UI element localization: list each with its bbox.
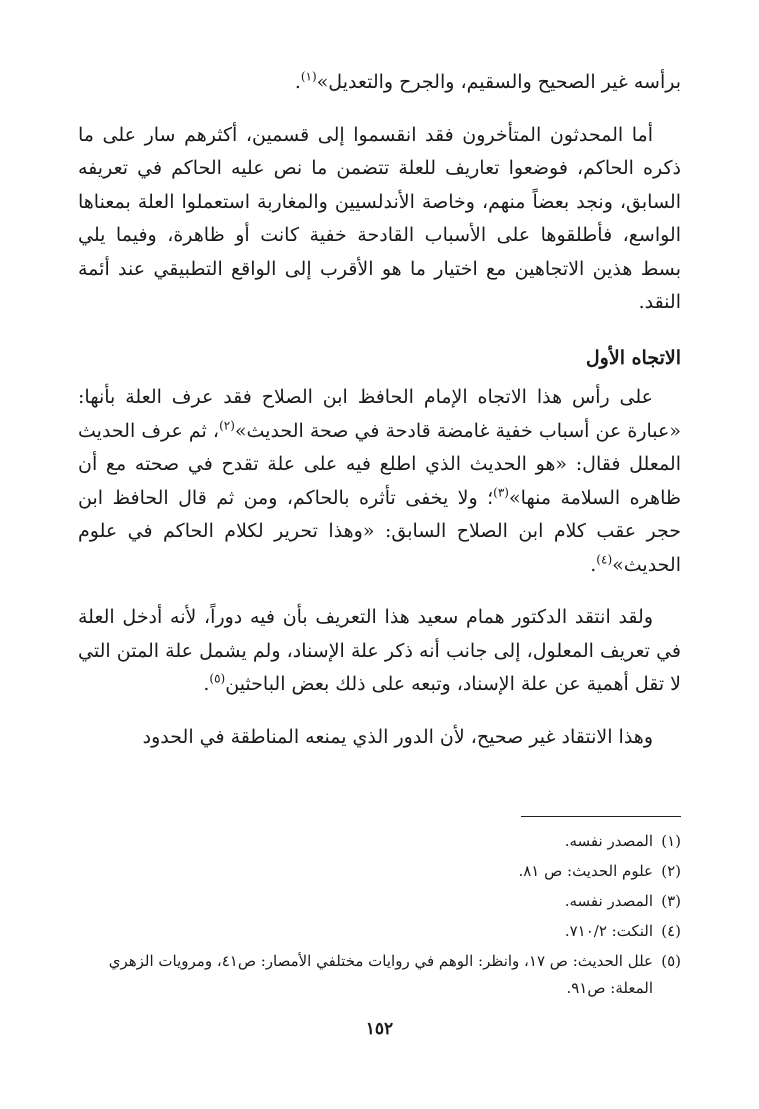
footnote-ref-3[interactable]: (٣) [493,485,509,500]
footnote-number: (٤) [661,922,681,940]
footnote-number: (٢) [661,862,681,880]
footnote-ref-1[interactable]: (١) [300,69,317,84]
paragraph-end: . [590,553,597,576]
footnote-5 [78,946,681,1002]
footnote-1 [78,826,681,856]
footnote-2 [78,856,681,886]
footnote-area [78,0,681,1109]
footnote-ref-5[interactable]: (٥) [209,671,226,686]
footnote-text: علوم الحديث: ص ٨١. [518,862,653,880]
footnote-number: (٣) [661,892,681,910]
footnote-divider [521,816,681,817]
footnote-number: (١) [661,832,681,850]
footnote-text: المصدر نفسه. [564,892,653,910]
footnote-3 [78,886,681,916]
paragraph-text: ؛ ولا يخفى تأثره بالحاكم، ومن ثم قال الحافظ ابن حجر عقب كلام ابن الصلاح السابق: «وهذا تحرير لكلام الحاكم في علوم الحديث» [78,486,681,576]
footnote-text: المصدر نفسه. [564,832,653,850]
paragraph-2: أما المحدثون المتأخرون فقد انقسموا إلى قسمين، أكثرهم سار على ما ذكره الحاكم، فوضعوا تعاريف للعلة تتضمن ما نص عليه الحاكم في تعريفه السابق، ونجد بعضاً منهم، وخاصة الأندلسيين والمغاربة استعملوا العلة بمعناها الواسع، فأطلقوها على الأسباب القادحة خفية كانت أو ظاهرة، وفيما يلي بسط هذين الاتجاهين مع اختيار ما هو الأقرب إلى الواقع التطبيقي عند أئمة النقد. [78,123,681,313]
paragraph-text: ولقد انتقد الدكتور همام سعيد هذا التعريف بأن فيه دوراً، لأنه أدخل العلة في تعريف المعلول، إلى جانب أنه ذكر علة الإسناد، ولم يشمل علة المتن التي لا تقل أهمية عن علة الإسناد، وتبعه على ذلك بعض الباحثين [78,606,681,695]
footnote-text: النكت: ٧١٠/٢. [564,922,653,940]
footnote-text: علل الحديث: ص ١٧، وانظر: الوهم في روايات مختلفي الأمصار: ص٤١، ومرويات الزهري المعلة: ص٩١. [108,952,653,997]
paragraph-end: . [203,673,210,695]
page-number: ١٥٢ [365,1019,394,1039]
paragraph-5: وهذا الانتقاد غير صحيح، لأن الدور الذي يمنعه المناطقة في الحدود [142,725,653,748]
paragraph-end: . [294,71,301,93]
footnote-ref-4[interactable]: (٤) [596,552,613,567]
section-heading: الاتجاه الأول [585,346,681,369]
paragraph-text: ، ثم عرف الحديث المعلل فقال: «هو الحديث الذي اطلع فيه على علة تقدح في صحته مع أن ظاهره السلامة منها» [78,419,681,509]
footnote-list [78,826,681,1002]
paragraph-text: برأسه غير الصحيح والسقيم، والجرح والتعديل» [316,71,681,93]
footnote-ref-2[interactable]: (٢) [219,418,235,433]
footnote-number: (٥) [661,952,681,970]
paragraph-text: على رأس هذا الاتجاه الإمام الحافظ ابن الصلاح فقد عرف العلة بأنها: «عبارة عن أسباب خفية غامضة قادحة في صحة الحديث» [78,386,681,442]
footnote-4 [78,916,681,946]
